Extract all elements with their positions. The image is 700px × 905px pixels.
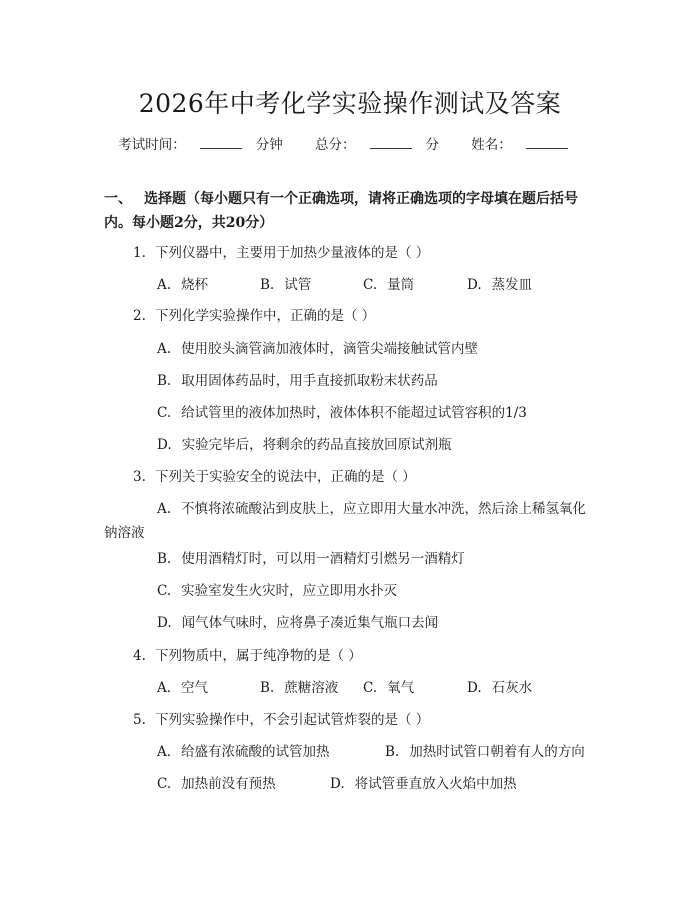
option-text: 闻气体气味时，应将鼻子凑近集气瓶口去闻 xyxy=(181,615,439,631)
option-1b[interactable] xyxy=(260,274,311,296)
question-number: 1. xyxy=(133,245,146,261)
option-letter: B. xyxy=(260,277,275,293)
option-text: 使用酒精灯时，可以用一酒精灯引燃另一酒精灯 xyxy=(181,551,465,567)
question-text: 下列化学实验操作中，正确的是（ ） xyxy=(155,308,376,324)
option-letter: A. xyxy=(157,744,172,760)
option-3a[interactable] xyxy=(104,497,599,545)
option-letter: D. xyxy=(467,680,482,696)
name-blank[interactable] xyxy=(526,136,568,149)
option-3d[interactable] xyxy=(157,612,438,634)
option-text: 给试管里的液体加热时，液体体积不能超过试管容积的1/3 xyxy=(181,405,527,421)
option-1c[interactable] xyxy=(363,274,414,296)
exam-time-blank[interactable] xyxy=(200,136,242,149)
question-1 xyxy=(133,242,429,264)
option-text: 将试管垂直放入火焰中加热 xyxy=(354,776,517,792)
option-text: 加热时试管口朝着有人的方向 xyxy=(409,744,585,760)
total-score-label: 总分： xyxy=(315,137,356,153)
option-2c[interactable] xyxy=(157,402,527,424)
option-4a[interactable] xyxy=(157,677,208,699)
option-letter: A. xyxy=(157,680,172,696)
question-5 xyxy=(133,709,429,731)
option-letter: B. xyxy=(385,744,400,760)
option-letter: D. xyxy=(467,277,482,293)
option-text: 石灰水 xyxy=(491,680,533,696)
option-2b[interactable] xyxy=(157,370,438,392)
option-letter: B. xyxy=(157,551,172,567)
question-4 xyxy=(133,645,362,667)
question-number: 2. xyxy=(133,308,146,324)
option-letter: D. xyxy=(157,437,172,453)
option-1d[interactable] xyxy=(467,274,532,296)
question-number: 4. xyxy=(133,648,146,664)
exam-time-unit: 分钟 xyxy=(255,137,283,153)
option-letter: B. xyxy=(260,680,275,696)
question-2 xyxy=(133,305,375,327)
option-letter: C. xyxy=(363,680,378,696)
option-letter: D. xyxy=(157,615,172,631)
option-letter: D. xyxy=(330,776,345,792)
option-2d[interactable] xyxy=(157,434,452,456)
option-2a[interactable] xyxy=(157,338,478,360)
option-text: 空气 xyxy=(181,680,209,696)
option-letter: A. xyxy=(157,277,172,293)
option-letter: C. xyxy=(157,583,172,599)
option-3b[interactable] xyxy=(157,548,465,570)
option-5d[interactable] xyxy=(330,773,517,795)
option-text: 蔗糖溶液 xyxy=(284,680,339,696)
section-heading xyxy=(104,187,599,235)
exam-time-label: 考试时间： xyxy=(118,137,186,153)
section-number: 一、 xyxy=(104,191,132,207)
total-score-field xyxy=(315,137,439,153)
option-text: 蒸发皿 xyxy=(491,277,533,293)
option-4d[interactable] xyxy=(467,677,532,699)
question-text: 下列关于实验安全的说法中，正确的是（ ） xyxy=(155,469,416,485)
option-5c[interactable] xyxy=(157,773,276,795)
option-text: 实验室发生火灾时，应立即用水扑灭 xyxy=(181,583,398,599)
option-letter: A. xyxy=(157,501,172,517)
option-letter: A. xyxy=(157,341,172,357)
question-3 xyxy=(133,466,416,488)
exam-info-line xyxy=(0,133,700,153)
total-score-blank[interactable] xyxy=(370,136,412,149)
option-text: 试管 xyxy=(284,277,312,293)
question-text: 下列物质中，属于纯净物的是（ ） xyxy=(155,648,362,664)
option-5a[interactable] xyxy=(157,741,330,763)
option-letter: B. xyxy=(157,373,172,389)
option-3c[interactable] xyxy=(157,580,397,602)
question-number: 3. xyxy=(133,469,146,485)
exam-time-field xyxy=(118,137,283,153)
option-text: 使用胶头滴管滴加液体时，滴管尖端接触试管内壁 xyxy=(181,341,479,357)
option-5b[interactable] xyxy=(385,741,585,763)
option-text: 实验完毕后，将剩余的药品直接放回原试剂瓶 xyxy=(181,437,452,453)
option-text: 烧杯 xyxy=(181,277,209,293)
option-4b[interactable] xyxy=(260,677,338,699)
name-field xyxy=(471,137,582,153)
option-4c[interactable] xyxy=(363,677,414,699)
page-title: 2026年中考化学实验操作测试及答案 xyxy=(138,89,562,118)
total-score-unit: 分 xyxy=(425,137,439,153)
section-heading-text: 选择题（每小题只有一个正确选项，请将正确选项的字母填在题后括号内。每小题2分，共20分） xyxy=(104,191,578,231)
option-1a[interactable] xyxy=(157,274,208,296)
option-text: 加热前没有预热 xyxy=(181,776,276,792)
question-text: 下列仪器中，主要用于加热少量液体的是（ ） xyxy=(155,245,430,261)
question-text: 下列实验操作中，不会引起试管炸裂的是（ ） xyxy=(155,712,430,728)
name-label: 姓名： xyxy=(471,137,512,153)
option-letter: C. xyxy=(157,776,172,792)
option-text: 氧气 xyxy=(387,680,415,696)
option-letter: C. xyxy=(157,405,172,421)
question-number: 5. xyxy=(133,712,146,728)
option-text: 给盛有浓硫酸的试管加热 xyxy=(181,744,330,760)
option-text: 不慎将浓硫酸沾到皮肤上，应立即用大量水冲洗，然后涂上稀氢氧化钠溶液 xyxy=(104,501,587,541)
option-letter: C. xyxy=(363,277,378,293)
option-text: 取用固体药品时，用手直接抓取粉末状药品 xyxy=(181,373,438,389)
option-text: 量筒 xyxy=(387,277,415,293)
